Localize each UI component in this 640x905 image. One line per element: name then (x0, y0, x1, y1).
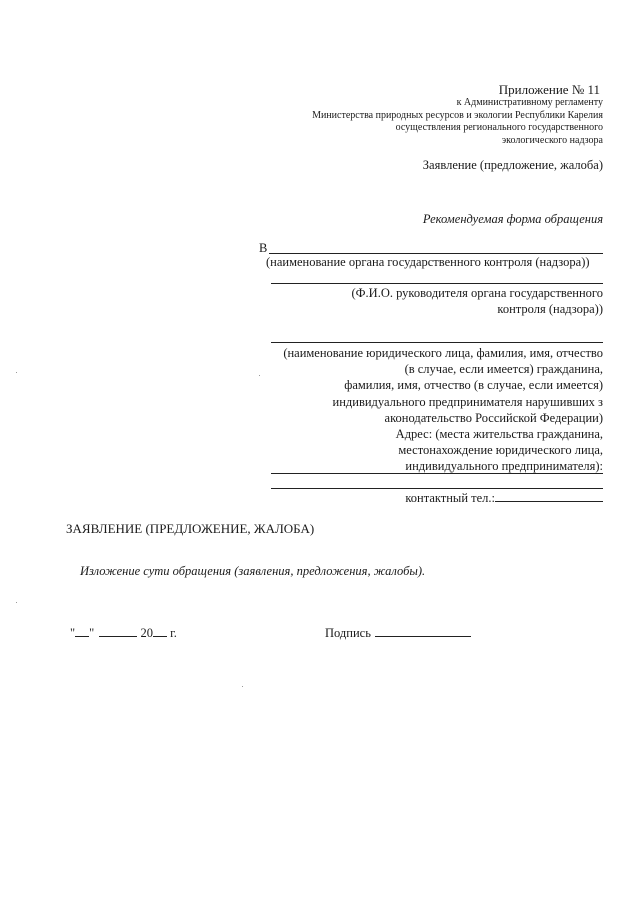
date-field (70, 625, 177, 641)
applicant-caption-line: аконодательство Российской Федерации) (384, 410, 603, 425)
recommended-form-note: Рекомендуемая форма обращения (422, 212, 603, 226)
scan-speck (259, 375, 260, 376)
address-fill-line-1[interactable] (271, 473, 603, 474)
appendix-reference (312, 97, 603, 147)
scan-speck (16, 372, 17, 373)
appendix-line: осуществления регионального государственного (395, 122, 603, 133)
applicant-caption-line: Адрес: (места жительства гражданина, (395, 427, 603, 442)
signature-fill-line[interactable] (375, 625, 471, 637)
statement-heading: ЗАЯВЛЕНИЕ (ПРЕДЛОЖЕНИЕ, ЖАЛОБА) (66, 521, 315, 536)
applicant-caption-line: местонахождение юридического лица, (398, 443, 603, 458)
scan-speck (16, 602, 17, 603)
date-quote-close: " (89, 626, 95, 640)
head-fill-line[interactable] (271, 283, 603, 284)
month-fill-line[interactable] (99, 625, 137, 637)
applicant-caption-line: фамилия, имя, отчество (в случае, если имеется) (344, 378, 603, 393)
signature-label: Подпись (325, 626, 371, 640)
day-fill-line[interactable] (75, 625, 89, 637)
appendix-line: к Административному регламенту (456, 97, 603, 108)
scan-speck (242, 686, 243, 687)
head-caption (352, 286, 604, 317)
organ-fill-line[interactable] (269, 253, 603, 254)
contact-phone-label: контактный тел.: (405, 491, 495, 505)
year-fill-line[interactable] (153, 625, 167, 637)
contact-phone-fill-line[interactable] (495, 490, 603, 502)
appendix-line: Министерства природных ресурсов и экологии Республики Карелия (312, 109, 603, 121)
head-caption-line: (Ф.И.О. руководителя органа государственного (351, 286, 603, 300)
applicant-fill-line[interactable] (271, 342, 603, 343)
date-year-prefix: 20 (140, 626, 153, 640)
contact-phone (405, 490, 603, 506)
appendix-line: экологического надзора (501, 134, 603, 146)
head-caption-line: контроля (надзора)) (497, 301, 603, 316)
organ-caption: (наименование органа государственного контроля (надзора)) (266, 255, 590, 269)
statement-essence: Изложение сути обращения (заявления, предложения, жалобы). (80, 564, 426, 578)
applicant-caption-line: (наименование юридического лица, фамилия, имя, отчество (283, 346, 603, 360)
appendix-number: Приложение № 11 (498, 82, 600, 97)
signature-field (325, 625, 471, 641)
applicant-caption (283, 345, 603, 475)
applicant-caption-line: индивидуального предпринимателя): (405, 459, 603, 474)
date-quote-open: " (70, 626, 76, 640)
applicant-caption-line: (в случае, если имеется) гражданина, (404, 362, 603, 377)
addressee-prefix: В (259, 241, 268, 255)
document-type: Заявление (предложение, жалоба) (422, 158, 603, 172)
date-year-suffix: г. (170, 626, 177, 640)
address-fill-line-2[interactable] (271, 488, 603, 489)
applicant-caption-line: индивидуального предпринимателя нарушивших з (332, 394, 603, 409)
